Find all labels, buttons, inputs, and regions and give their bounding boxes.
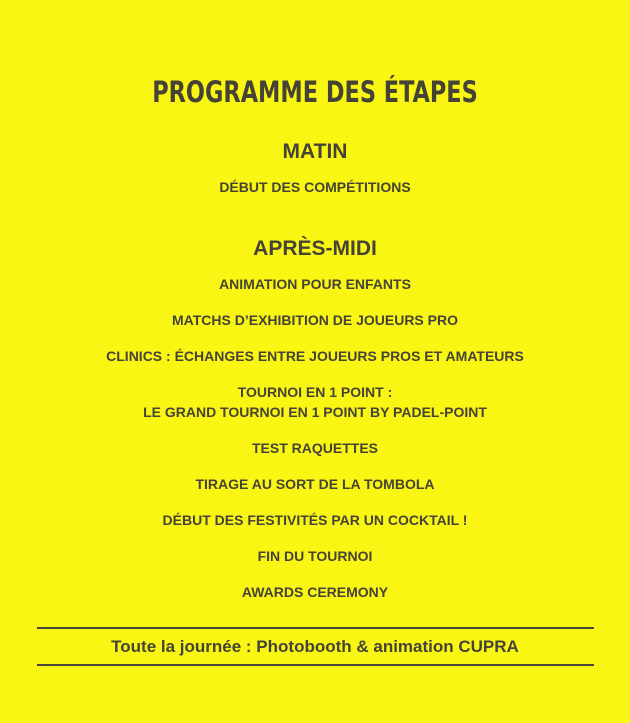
- afternoon-heading: APRÈS-MIDI: [253, 237, 377, 260]
- afternoon-item: FIN DU TOURNOI: [257, 548, 373, 564]
- footer-note: Toute la journée : Photobooth & animation CUPRA: [111, 637, 519, 656]
- afternoon-item: CLINICS : ÉCHANGES ENTRE JOUEURS PROS ET AMATEURS: [106, 348, 524, 364]
- morning-item: DÉBUT DES COMPÉTITIONS: [219, 179, 411, 195]
- afternoon-item: TOURNOI EN 1 POINT :: [237, 384, 393, 400]
- afternoon-item: AWARDS CEREMONY: [241, 584, 389, 600]
- afternoon-item: TEST RAQUETTES: [251, 440, 378, 456]
- morning-heading: MATIN: [282, 140, 348, 163]
- afternoon-item: MATCHS D’EXHIBITION DE JOUEURS PRO: [172, 312, 458, 328]
- afternoon-item: LE GRAND TOURNOI EN 1 POINT BY PADEL-POINT: [143, 404, 487, 420]
- afternoon-item: TIRAGE AU SORT DE LA TOMBOLA: [195, 476, 435, 492]
- footer-top-divider: [37, 627, 594, 629]
- footer-bottom-divider: [37, 664, 594, 666]
- afternoon-item: DÉBUT DES FESTIVITÉS PAR UN COCKTAIL !: [162, 512, 468, 528]
- page-title: PROGRAMME DES ÉTAPES: [152, 75, 478, 109]
- afternoon-item: ANIMATION POUR ENFANTS: [219, 276, 411, 292]
